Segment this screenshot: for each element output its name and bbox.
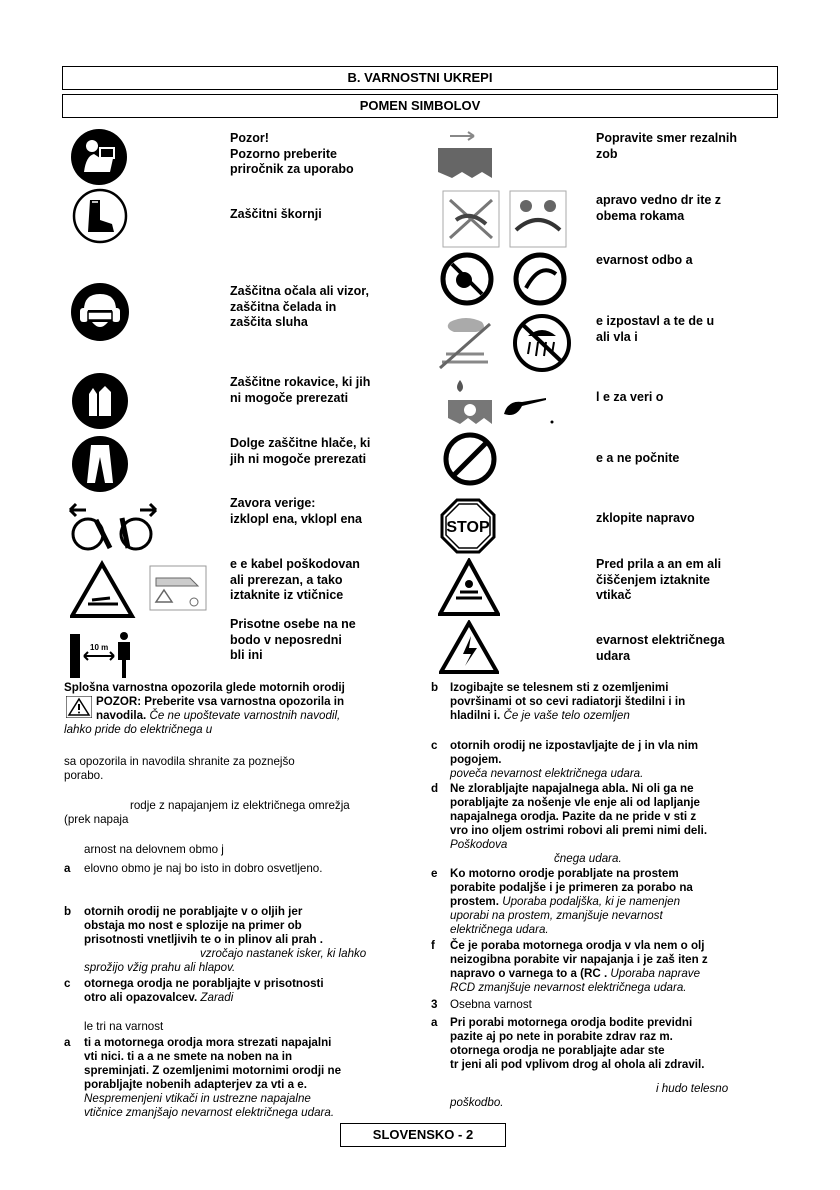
stop-sign-icon [440,498,496,554]
warning-line: POZOR: Preberite vsa varnostna opozorila in [96,694,345,708]
warning-line-italic: lahko pride do električnega u [64,722,213,736]
two-hands-icon [442,190,568,248]
item-label: f [431,939,435,952]
personal-item-a: Pri porabi motornega orodja bodite previdni pazite aj po nete in porabite zdrav raz m. otornega orodja ne porabljajte adar ste tr jeni ali pod vplivom drog al ohola ali zdravil. i hudo telesno poškodbo. [450,1016,729,1109]
item-label: a [64,1036,71,1049]
symbol-label-stop: zklopite napravo [596,511,695,525]
section-title: B. VARNOSTNI UKREPI [62,66,778,90]
symbol-label-read-manual: Pozor! Pozorno preberite priročnik za uporabo [230,131,354,176]
bystander-distance-icon [68,630,134,678]
warning-line-italic: Če ne upoštevate varnostnih navodil, [146,708,341,722]
symbol-label-bystanders: Prisotne osebe na ne bodo v neposredni bli ini [230,617,356,662]
electrical-item-b: Izogibajte se telesnem sti z ozemljenimi površinami ot so cevi radiatorji štedilni i in hladilni i. Če je vaše telo ozemljen [450,681,686,722]
electric-hazard-icon [439,620,499,676]
keep-instructions-block: sa opozorila in navodila shranite za poznejšo porabo. [64,755,295,782]
item-label: c [431,739,438,752]
gloves-icon [71,372,129,430]
electrical-item-f: Če je poraba motornega orodja v vla nem o olj neizogibna porabite vir napajanja i je zaš iten z napravo o varnega to a (RC . Uporaba naprave RCD zmanjšuje nevarnost električnega udara. [450,939,708,994]
item-label: b [431,681,439,694]
symbol-label-trousers: Dolge zaščitne hlače, ki jih ni mogoče prerezati [230,436,371,466]
work-area-item-b: otornih orodij ne porabljajte v o oljih jer obstaja mo nost e splozije na primer ob prisotnosti vnetljivih te o in plinov ali prah . vzročajo nastanek isker, ki lahko sprožijo vžig prahu ali hlapov. [84,905,367,974]
work-area-item-c: otornega orodja ne porabljajte v prisotnosti otro ali opazovalcev. Zaradi [84,977,324,1004]
cutting-direction-icon [436,128,494,186]
symbol-label-do-not-start: e a ne počnite [596,451,680,465]
personal-safety-heading: Osebna varnost [450,998,532,1011]
general-warnings-block [64,681,345,737]
symbol-label-chain-oil: l e za veri o [596,390,664,404]
unplug-icon [438,558,500,618]
electrical-item-e: Ko motorno orodje porabljate na prostem porabite podaljše i je primeren za porabo na prostem. Uporaba podaljška, ki je namenjen uporabi na prostem, zmanjšuje nevarnost električnega udara. [450,867,693,936]
chain-brake-icon [66,496,160,552]
page-footer: SLOVENSKO - 2 [340,1123,506,1147]
trousers-icon [71,435,129,493]
item-label: e [431,867,438,880]
electrical-safety-heading: le tri na varnost [84,1020,164,1033]
symbol-label-cutting-direction: Popravite smer rezalnih zob [596,131,738,161]
warning-triangle-icon [66,696,92,718]
item-label: d [431,782,439,795]
item-label: a [431,1016,438,1029]
symbol-label-rain: e izpostavl a te de u ali vla i [596,314,715,344]
helmet-visor-earmuffs-icon [70,282,130,342]
symbol-label-electric: evarnost električnega udara [596,633,725,663]
item-label: b [64,905,72,918]
symbol-label-kickback: evarnost odbo a [596,253,693,267]
symbol-label-helmet: Zaščitna očala ali vizor, zaščitna čelada in zaščita sluha [230,284,369,329]
safety-boots-icon [72,188,128,244]
chain-oil-icon [446,378,556,428]
distance-label: 10 m [90,643,109,652]
electrical-item-d: Ne zlorabljajte napajalnega abla. Ni oli ga ne porabljajte za nošenje vle enje ali od lapljanje napajalnega orodja. Pazite da ne pride v sti z vro ino oljem ostrimi robovi ali premi nimi deli. Poškodova čnega udara. [450,782,708,865]
work-area-heading: arnost na delovnem obmo j [84,843,224,856]
section-number: 3 [431,998,438,1011]
symbol-label-cable: e e kabel poškodovan ali prerezan, a tako iztaknite iz vtičnice [230,557,360,602]
subsection-title: POMEN SIMBOLOV [62,94,778,118]
read-manual-icon [70,128,128,186]
work-area-item-a: elovno obmo je naj bo isto in dobro osvetljeno. [84,862,323,875]
general-warnings-heading: Splošna varnostna opozorila glede motornih orodij [64,681,345,694]
mains-tool-note: rodje z napajanjem iz električnega omrežja (prek napaja [64,799,350,826]
kickback-icon [440,252,570,306]
symbol-label-two-hands: apravo vedno dr ite z obema rokama [596,193,722,223]
electrical-item-a: ti a motornega orodja mora strezati napajalni vti nici. ti a a ne smete na noben na in spreminjati. Z ozemljenimi motornimi orodji ne porabljajte nobenih adapterjev za vti a e. Nespremenjeni vtikači in ustrezne napajalne vtičnice zmanjšajo nevarnost električnega udara. [84,1036,342,1119]
item-label: a [64,862,71,875]
symbol-label-unplug: Pred prila a an em ali čiščenjem iztaknite vtikač [596,557,722,602]
electrical-item-c: otornih orodij ne izpostavljajte de j in vla nim pogojem. poveča nevarnost električnega udara. [450,739,699,780]
rain-icon [436,312,576,374]
warning-line: navodila. [96,708,147,722]
do-not-start-icon [443,432,497,486]
symbol-label-boots: Zaščitni škornji [230,207,322,221]
damaged-cable-icon [70,560,210,620]
symbol-label-chain-brake: Zavora verige: izklopl ena, vklopl ena [230,496,362,526]
symbol-label-gloves: Zaščitne rokavice, ki jih ni mogoče prerezati [230,375,371,405]
stop-sign-text: STOP [446,519,490,536]
item-label: c [64,977,71,990]
